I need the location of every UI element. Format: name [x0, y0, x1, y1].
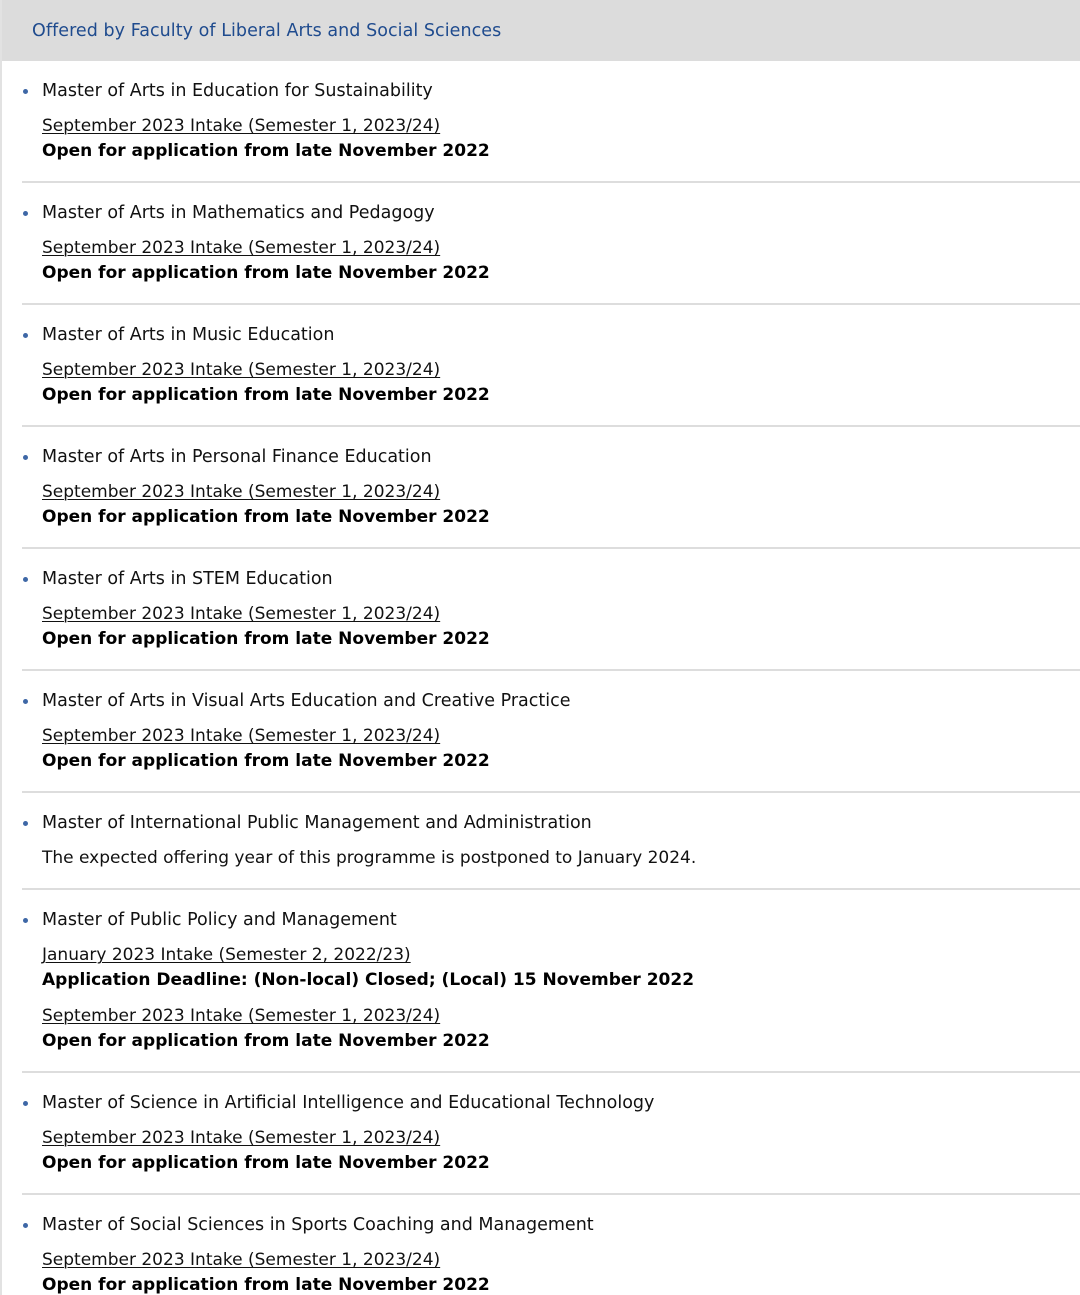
intake-block [42, 1126, 1080, 1176]
intake-block [42, 1004, 1080, 1054]
programme-title: Master of Arts in Music Education [42, 325, 335, 345]
faculty-header [2, 0, 1080, 61]
programme-item [22, 427, 1080, 549]
bullet-icon [23, 333, 28, 338]
programme-item [22, 1073, 1080, 1195]
programme-title: Master of Social Sciences in Sports Coaching and Management [42, 1215, 594, 1235]
bullet-icon [23, 577, 28, 582]
bullet-icon [23, 821, 28, 826]
application-status: Open for application from late November 2022 [42, 263, 490, 283]
bullet-icon [23, 455, 28, 460]
intake-link[interactable]: September 2023 Intake (Semester 1, 2023/24) [42, 360, 441, 380]
intake-link[interactable]: September 2023 Intake (Semester 1, 2023/24) [42, 1128, 441, 1148]
programme-title: Master of Arts in Personal Finance Education [42, 447, 432, 467]
intake-block [42, 602, 1080, 652]
programme-item [22, 61, 1080, 183]
intake-block [42, 358, 1080, 408]
programme-title: Master of Arts in Mathematics and Pedagogy [42, 203, 435, 223]
programme-list [2, 61, 1080, 1295]
intake-link[interactable]: September 2023 Intake (Semester 1, 2023/24) [42, 726, 441, 746]
intake-link[interactable]: January 2023 Intake (Semester 2, 2022/23) [42, 945, 411, 965]
faculty-header-title: Offered by Faculty of Liberal Arts and Social Sciences [32, 20, 502, 41]
programme-item [22, 671, 1080, 793]
programme-title: Master of Arts in STEM Education [42, 569, 333, 589]
intake-link[interactable]: September 2023 Intake (Semester 1, 2023/24) [42, 1006, 441, 1026]
bullet-icon [23, 1223, 28, 1228]
intake-block [42, 724, 1080, 774]
application-status: Open for application from late November 2022 [42, 629, 490, 649]
application-status: Open for application from late November 2022 [42, 385, 490, 405]
intake-block [42, 943, 1080, 993]
bullet-icon [23, 1101, 28, 1106]
programme-note: The expected offering year of this programme is postponed to January 2024. [42, 848, 697, 868]
application-status: Open for application from late November 2022 [42, 507, 490, 527]
programme-item [22, 183, 1080, 305]
programme-item [22, 1195, 1080, 1295]
application-status: Open for application from late November 2022 [42, 1275, 490, 1295]
application-status: Open for application from late November 2022 [42, 1031, 490, 1051]
intake-link[interactable]: September 2023 Intake (Semester 1, 2023/24) [42, 1250, 441, 1270]
intake-link[interactable]: September 2023 Intake (Semester 1, 2023/24) [42, 604, 441, 624]
intake-link[interactable]: September 2023 Intake (Semester 1, 2023/24) [42, 238, 441, 258]
intake-link[interactable]: September 2023 Intake (Semester 1, 2023/24) [42, 482, 441, 502]
bullet-icon [23, 918, 28, 923]
programme-title: Master of Arts in Visual Arts Education and Creative Practice [42, 691, 571, 711]
programme-item [22, 549, 1080, 671]
application-status: Open for application from late November 2022 [42, 1153, 490, 1173]
application-status: Application Deadline: (Non-local) Closed; (Local) 15 November 2022 [42, 970, 695, 990]
intake-block [42, 236, 1080, 286]
application-status: Open for application from late November 2022 [42, 751, 490, 771]
programme-title: Master of Public Policy and Management [42, 910, 397, 930]
programme-title: Master of International Public Management and Administration [42, 813, 592, 833]
bullet-icon [23, 89, 28, 94]
programme-item [22, 890, 1080, 1073]
intake-block [42, 480, 1080, 530]
intake-block [42, 114, 1080, 164]
programme-title: Master of Arts in Education for Sustainability [42, 81, 433, 101]
bullet-icon [23, 211, 28, 216]
intake-block [42, 1248, 1080, 1295]
programme-item [22, 793, 1080, 890]
application-status: Open for application from late November 2022 [42, 141, 490, 161]
intake-link[interactable]: September 2023 Intake (Semester 1, 2023/24) [42, 116, 441, 136]
programme-item [22, 305, 1080, 427]
bullet-icon [23, 699, 28, 704]
programme-title: Master of Science in Artificial Intelligence and Educational Technology [42, 1093, 655, 1113]
